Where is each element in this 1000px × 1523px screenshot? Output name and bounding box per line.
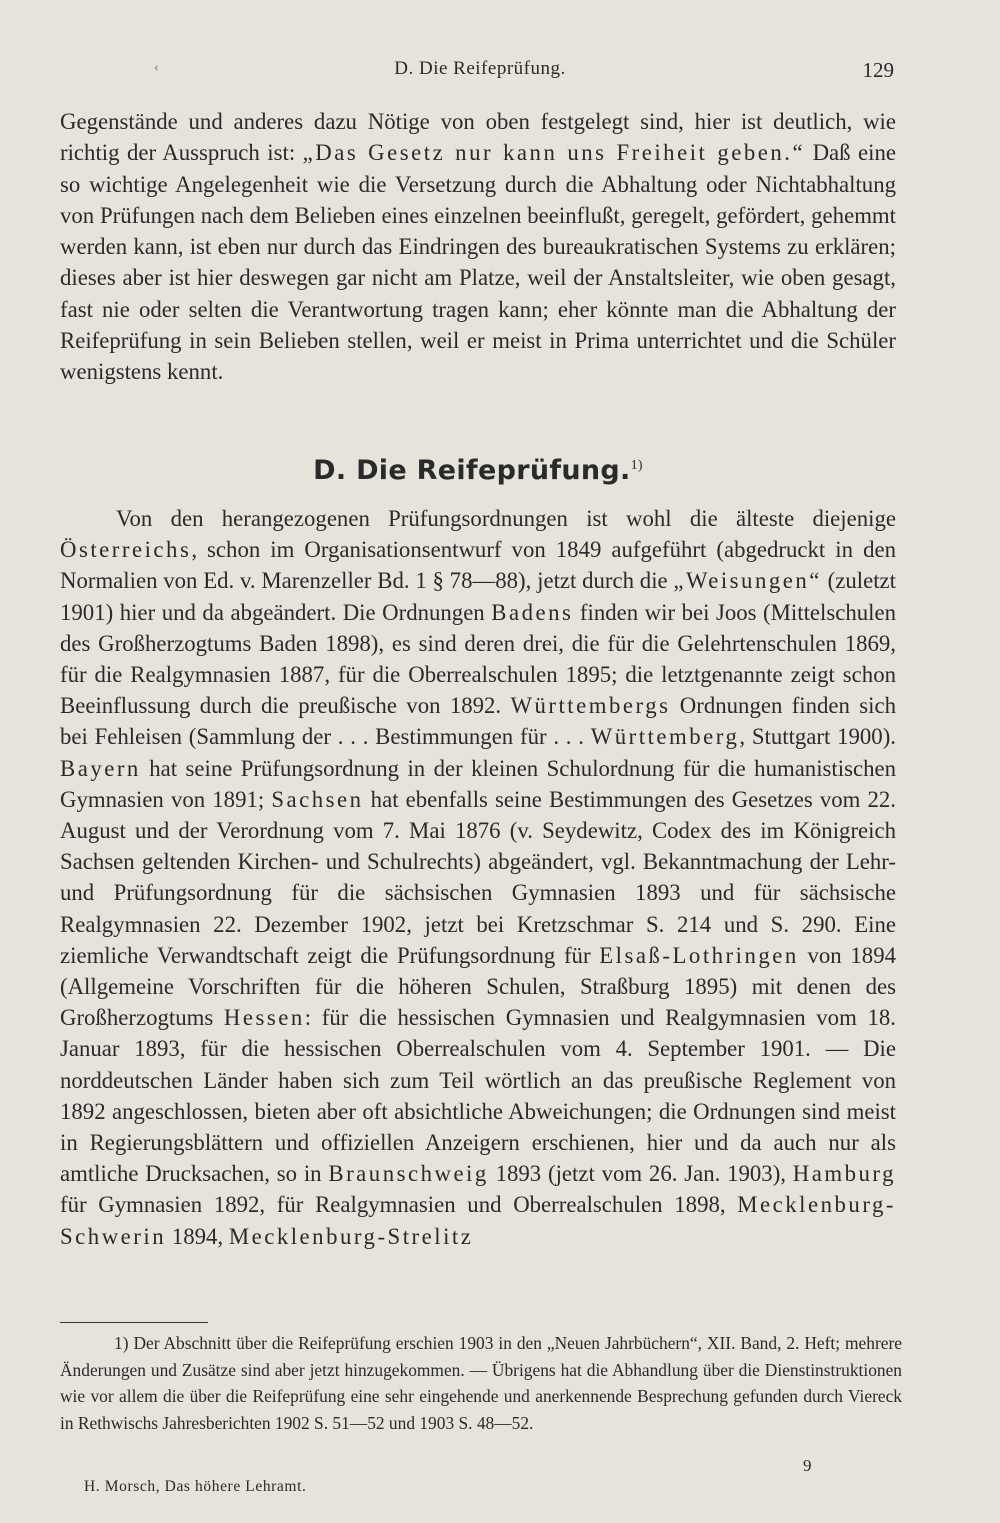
paragraph-text: 1894, xyxy=(166,1223,229,1249)
spaced-term: Hamburg xyxy=(792,1161,896,1187)
paragraph-text: Von den herangezogenen Prüfungsordnungen ist wohl die älteste diejenige xyxy=(116,506,896,531)
paragraph-text: , Stuttgart 1900). xyxy=(739,724,896,750)
spaced-term: Württemberg xyxy=(590,724,740,750)
book-signature: H. Morsch, Das höhere Lehramt. xyxy=(84,1478,307,1495)
spaced-term: Braunschweig xyxy=(328,1161,489,1187)
spaced-term: Hessen xyxy=(223,1005,305,1031)
paragraph-text: 1893 (jetzt vom 26. Jan. 1903), xyxy=(488,1161,793,1187)
footnote-text: Der Abschnitt über die Reifeprüfung erschien 1903 in den „Neuen Jahrbüchern“, XII. Band, 2. Heft; mehrere Änderungen und Zusätze sind aber jetzt hinzugekommen. — Übrigens hat die Abhandlung über die Dienstinstruktionen wie vor allem die über die Reifeprüfung eine sehr eingehende und anerkennende Besprechung gefunden durch Viereck in Rethwischs Jahresberichten 1902 S. 51—52 und 1903 S. 48—52. xyxy=(60,1333,902,1433)
footnote-marker: 1) xyxy=(114,1333,129,1353)
spaced-term: Mecklenburg-Strelitz xyxy=(228,1223,474,1249)
paragraph-text: Daß eine so wichtige Angelegenheit wie die Versetzung durch die Abhaltung oder Nichtabhaltung von Prüfungen nach dem Belieben eines einzelnen beeinflußt, geregelt, gefördert, gehemmt werden kann, ist eben nur durch das Eindringen des bureaukratischen Systems zu erklären; dieses aber ist hier deswegen gar nicht am Platze, weil der Anstaltsleiter, wie oben gesagt, fast nie oder selten die Verantwortung tragen kann; eher könnte man die Abhaltung der Reifeprüfung in sein Belieben stellen, weil er meist in Prima unterrichtet und die Schüler wenigstens kennt. xyxy=(60,140,896,385)
spaced-term: Elsaß-Lothringen xyxy=(599,942,799,968)
paragraph-text: , schon im Organisationsentwurf von 1849 aufgeführt (abgedruckt in den Normalien von Ed. v. Marenzeller Bd. 1 § 78—88), jetzt durch die xyxy=(60,537,896,594)
paragraph-continued xyxy=(60,106,896,388)
running-title: D. Die Reifeprüfung. xyxy=(394,58,566,79)
spaced-term: „Weisungen“ xyxy=(673,568,822,594)
paragraph-text: (zuletzt 1901) hier und da abgeändert. Die Ordnungen xyxy=(60,568,897,625)
emphasized-quote: „Das Gesetz nur kann uns Freiheit geben.“ xyxy=(302,140,806,166)
spaced-term: Bayern xyxy=(60,755,141,781)
paragraph-text: finden wir bei Joos (Mittelschulen des Großherzogtums Baden 1898), es sind deren drei, die für die Gelehrtenschulen 1869, für die Realgymnasien 1887, für die Oberrealschulen 1895; die letztgenannte zeigt schon Beeinflussung durch die preußische von 1892. xyxy=(60,599,897,719)
section-heading-text: D. Die Reifeprüfung. xyxy=(313,455,631,486)
paragraph-text: : für die hessischen Gymnasien und Realgymnasien vom 18. Januar 1893, für die hessischen Oberrealschulen vom 4. September 1901. — Die norddeutschen Länder haben sich zum Teil wörtlich an das preußische Reglement von 1892 angeschlossen, bieten aber oft absichtliche Abweichungen; die Ordnungen sind meist in Regierungsblättern und offiziellen Anzeigern erschienen, hier und da auch nur als amtliche Drucksachen, so in xyxy=(60,1005,896,1187)
paragraph-text: von 1894 (Allgemeine Vorschriften für die höheren Schulen, Straßburg 1895) mit denen des Großherzogtums xyxy=(60,942,896,1031)
section-paragraph xyxy=(60,503,896,1252)
spaced-term: Österreichs xyxy=(60,537,192,563)
paragraph-text: hat ebenfalls seine Bestimmungen des Gesetzes vom 22. August und der Verordnung vom 7. Mai 1876 (v. Seydewitz, Codex des im Königreich Sachsen geltenden Kirchen- und Schulrechts) abgeändert, vgl. Bekanntmachung der Lehr- und Prüfungsordnung für die sächsischen Gymnasien 1893 und für sächsische Realgymnasien 22. Dezember 1902, jetzt bei Kretzschmar S. 214 und S. 290. Eine ziemliche Verwandtschaft zeigt die Prüfungsordnung für xyxy=(60,786,896,968)
footnote xyxy=(60,1330,902,1436)
section-heading xyxy=(60,455,896,486)
spaced-term: Badens xyxy=(491,599,574,625)
spaced-term: Mecklenburg-Schwerin xyxy=(60,1192,896,1249)
paragraph-text: Gegenstände und anderes dazu Nötige von oben festgelegt sind, hier ist deutlich, wie richtig der Ausspruch ist: xyxy=(60,109,896,166)
page-header xyxy=(60,58,900,88)
footnote-divider xyxy=(60,1322,208,1323)
paragraph-text: für Gymnasien 1892, für Realgymnasien und Oberrealschulen 1898, xyxy=(60,1192,738,1218)
margin-mark: ‹ xyxy=(154,60,159,75)
footnote-reference: 1) xyxy=(630,458,643,473)
spaced-term: Sachsen xyxy=(271,786,364,812)
paragraph-text: hat seine Prüfungsordnung in der kleinen Schulordnung für die humanistischen Gymnasien von 1891; xyxy=(60,755,896,812)
paragraph-text: Ordnungen finden sich bei Fehleisen (Sammlung der . . . Bestimmungen für . . . xyxy=(60,693,897,750)
sheet-number: 9 xyxy=(803,1456,812,1475)
spaced-term: Württembergs xyxy=(510,693,671,719)
page-number: 129 xyxy=(862,58,894,82)
